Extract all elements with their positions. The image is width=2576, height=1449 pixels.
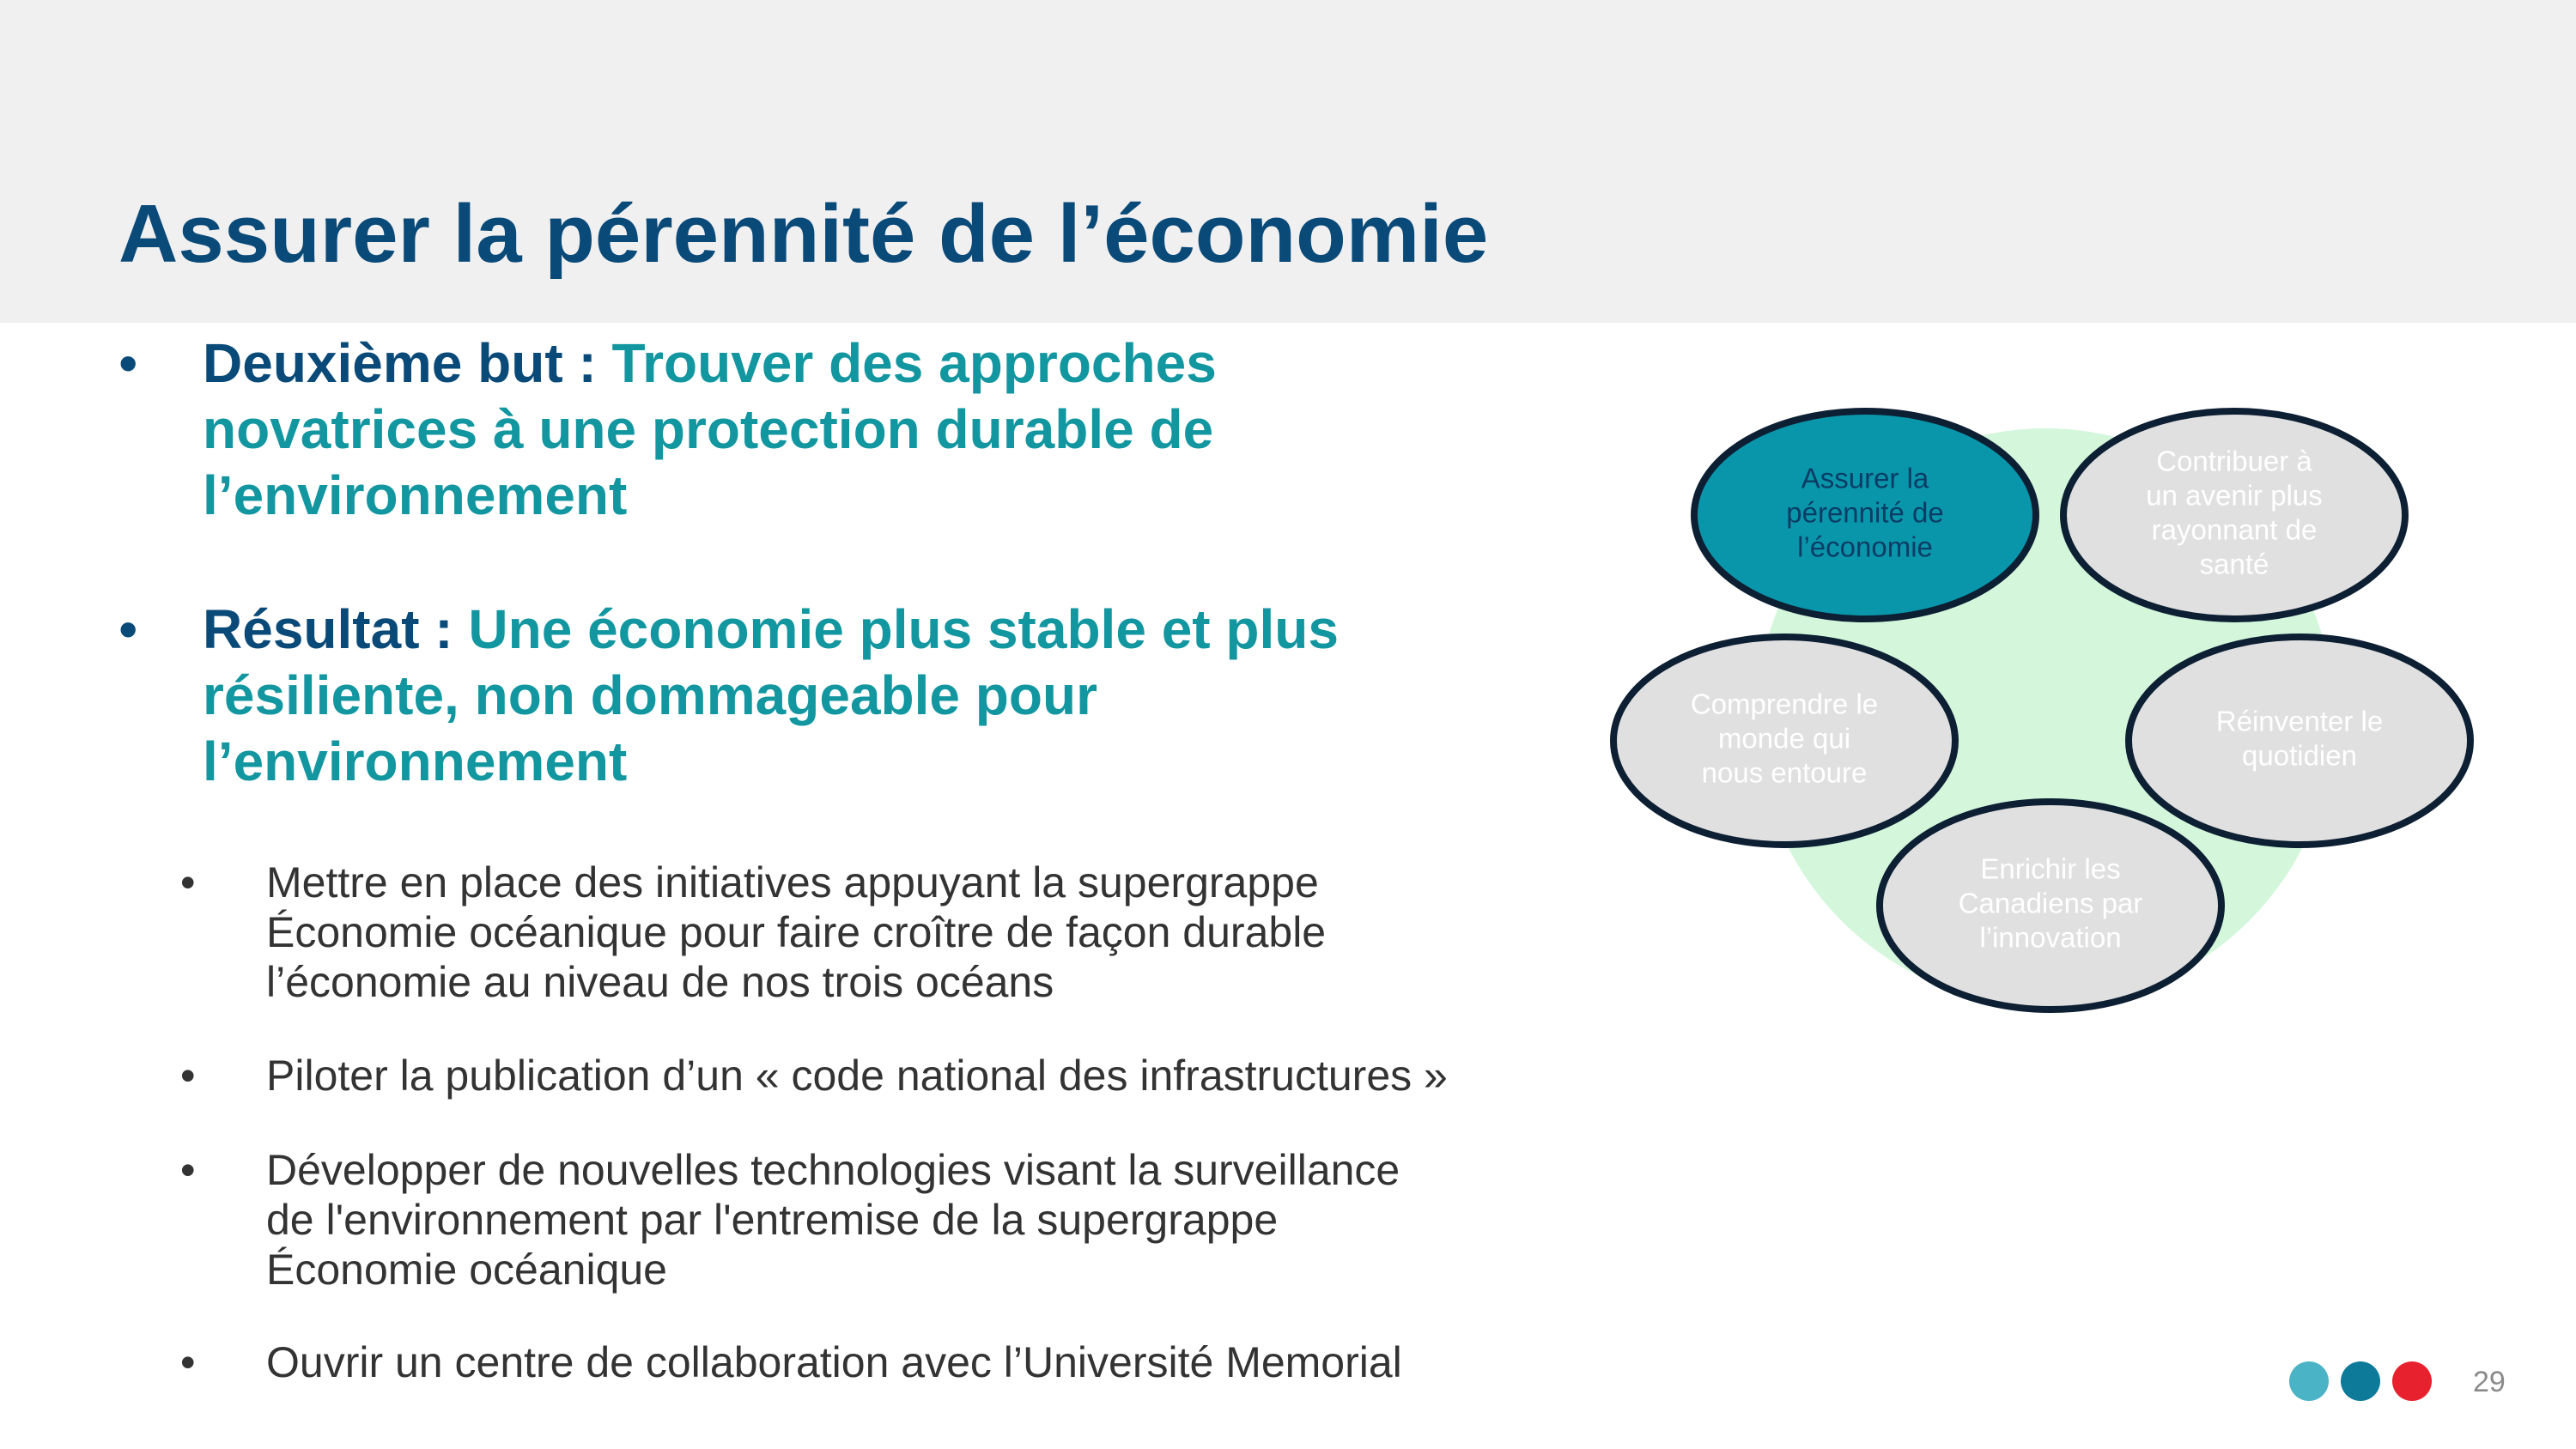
action-list — [180, 1051, 1589, 1100]
page-number: 29 — [2473, 1366, 2506, 1398]
cycle-node-label: Contribuer à — [2156, 445, 2312, 477]
cycle-node-label: pérennité de — [1786, 496, 1944, 529]
goal-value-line: l’environnement — [203, 464, 628, 526]
goal-block — [118, 330, 1527, 529]
cycle-node — [1880, 802, 2221, 1009]
goal-label: Deuxième but : — [203, 332, 612, 394]
cycle-node — [2063, 411, 2405, 619]
cycle-node-label: santé — [2199, 548, 2269, 580]
page-dot — [2341, 1361, 2380, 1401]
action-line: Économie océanique — [266, 1246, 667, 1294]
action-line: de l'environnement par l'entremise de la supergrappe — [266, 1196, 1279, 1244]
bullet-icon: • — [180, 858, 196, 906]
action-list — [180, 858, 1589, 1007]
result-text — [203, 597, 1527, 795]
goal-bullet — [118, 330, 1527, 529]
cycle-node-label: l’économie — [1797, 530, 1933, 563]
result-value-line: Une économie plus stable et plus — [468, 598, 1339, 660]
cycle-diagram — [1597, 391, 2490, 1043]
cycle-node — [1613, 637, 1955, 845]
cycle-node-label: Comprendre le — [1690, 688, 1879, 720]
goal-value-line: novatrices à une protection durable de — [203, 398, 1214, 460]
goal-value-line: Trouver des approches — [611, 332, 1217, 394]
result-value-line: l’environnement — [203, 731, 628, 792]
goal-line — [203, 330, 1527, 397]
action-list — [180, 1337, 1589, 1387]
action-line: Piloter la publication d’un « code national des infrastructures » — [266, 1052, 1448, 1100]
cycle-node-label: rayonnant de — [2151, 513, 2318, 546]
cycle-node-label: monde qui — [1717, 722, 1851, 755]
goal-text — [203, 330, 1527, 529]
cycle-node-label: nous entoure — [1701, 756, 1868, 789]
bullet-icon: • — [180, 1146, 196, 1194]
cycle-node-label: Assurer la — [1801, 462, 1929, 494]
action-item — [180, 858, 1589, 1007]
cycle-node — [2129, 637, 2470, 845]
cycle-node — [1694, 411, 2036, 619]
cycle-node-label: Enrichir les — [1980, 852, 2121, 885]
action-line: l’économie au niveau de nos trois océans — [266, 958, 1054, 1006]
page-dot — [2289, 1361, 2329, 1401]
result-label: Résultat : — [203, 598, 469, 660]
bullet-icon: • — [180, 1052, 196, 1100]
cycle-node-label: l’innovation — [1979, 921, 2122, 954]
cycle-node-label: Canadiens par — [1958, 887, 2143, 919]
result-bullet — [118, 597, 1527, 795]
result-block — [118, 597, 1527, 795]
action-line: Mettre en place des initiatives appuyant la supergrappe — [266, 858, 1319, 906]
action-line: Ouvrir un centre de collaboration avec l’Université Memorial — [266, 1338, 1402, 1386]
action-line: Économie océanique pour faire croître de façon durable — [266, 908, 1327, 956]
slide-title: Assurer la pérennité de l’économie — [118, 188, 1489, 280]
action-line: Développer de nouvelles technologies visant la surveillance — [266, 1146, 1400, 1194]
result-value-line: résiliente, non dommageable pour — [203, 664, 1097, 726]
action-item — [180, 1145, 1589, 1294]
bullet-icon: • — [118, 332, 138, 394]
action-list — [180, 1145, 1589, 1294]
result-line — [203, 597, 1527, 663]
page-dots — [2289, 1361, 2432, 1401]
cycle-node-label: un avenir plus — [2146, 479, 2323, 512]
action-item — [180, 1051, 1589, 1100]
cycle-node-label: quotidien — [2242, 739, 2357, 772]
action-item — [180, 1337, 1589, 1387]
bullet-icon: • — [180, 1338, 196, 1386]
cycle-node-label: Réinventer le — [2215, 705, 2384, 737]
page-dot — [2392, 1361, 2432, 1401]
bullet-icon: • — [118, 598, 138, 660]
cycle-svg — [1597, 391, 2490, 1043]
